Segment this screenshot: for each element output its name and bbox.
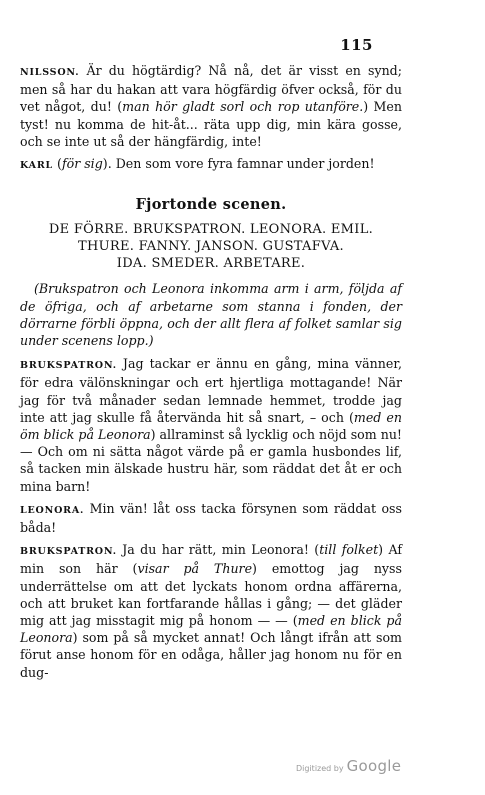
dialogue-leonora [20, 500, 402, 536]
watermark-brand: Google [346, 757, 402, 775]
speaker-name: LEONORA. [20, 504, 85, 516]
stage-direction: visar på Thure [137, 561, 253, 577]
speaker-name: BRUKSPATRON. [20, 546, 117, 558]
stage-direction: med en öm blick på Leonora [20, 409, 402, 443]
speaker-name: BRUKSPATRON. [20, 360, 117, 372]
speaker-name: NILSSON. [20, 67, 80, 78]
dialogue-text: ( [53, 156, 62, 172]
dialogue-text: ) Men tyst! nu komma de hit-åt... räta upp dig, min kära gosse, och se inte ut så der hängfärdig, inte! [20, 99, 402, 149]
page-body [20, 62, 402, 681]
speaker-name: KARL [20, 160, 54, 172]
dialogue-text: Ja du har rätt, min Leonora! ( [116, 542, 320, 558]
dialogue-karl [20, 155, 402, 174]
dialogue-brukspatron [20, 355, 402, 495]
dialogue-text: ) som på så mycket annat! Och långt ifrån att som förut anse honom för en odåga, håller jag honom nu för en dug- [20, 630, 402, 680]
scene-stage-direction: (Brukspatron och Leonora inkomma arm i arm, följda af de öfriga, och af arbetarne som stanna i fonden, der dörrarne förbli öppna, och der allt flera af folket samlar sig under scenens lopp.) [20, 281, 402, 349]
cast-list [20, 221, 402, 272]
stage-direction: med en blick på Leonora [20, 613, 403, 646]
stage-direction: för sig [61, 156, 103, 172]
dialogue-text: ) Af min son här ( [20, 542, 402, 577]
cast-line: IDA. SMEDER. ARBETARE. [116, 256, 306, 272]
dialogue-text: Jag tackar er ännu en gång, mina vänner, för edra välönskningar och ert hjertliga mottagande! När jag för två månader sedan lemnade hemmet, trodde jag inte att jag skulle få återvända hit så snart, – och ( [20, 356, 402, 425]
page-number: 115 [340, 36, 373, 54]
dialogue-brukspatron-2 [20, 541, 402, 681]
dialogue-nilsson [20, 62, 402, 150]
watermark-prefix: Digitized by [296, 764, 344, 773]
dialogue-text: ) allraminst så lycklig och nöjd som nu! — Och om ni sätta något värde på er gamla husbondes lif, så tacken min älskade hustru här, som räddat det åt er och mina barn! [20, 427, 402, 494]
dialogue-text: ) emottog jag nyss underrättelse om att det lyckats honom ordna affärerna, och att bruket kan fortfarande hållas i gång; — det gläder mig att jag misstagit mig på honom — — ( [20, 561, 402, 629]
cast-line: DE FÖRRE. BRUKSPATRON. LEONORA. EMIL. [48, 222, 374, 238]
dialogue-text: Min vän! låt oss tacka försynen som räddat oss båda! [20, 500, 402, 536]
scene-title: Fjortonde scenen. [135, 196, 287, 214]
dialogue-text: Är du högtärdig? Nå nå, det är visst en synd; men så har du hakan att vara högfärdig öfver också, för du vet något, du! ( [20, 63, 402, 115]
stage-direction: man hör gladt sorl och rop utanföre. [122, 99, 364, 115]
cast-line: THURE. FANNY. JANSON. GUSTAFVA. [78, 239, 344, 255]
digitized-watermark [296, 757, 401, 775]
dialogue-text: ). Den som vore fyra famnar under jorden! [102, 156, 375, 172]
stage-direction: till folket [319, 542, 379, 558]
